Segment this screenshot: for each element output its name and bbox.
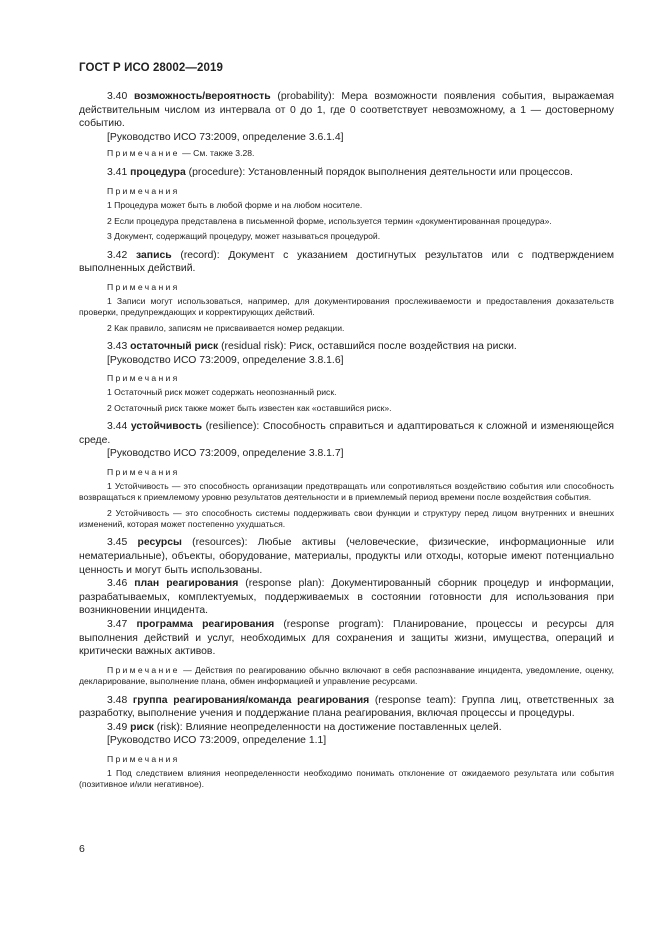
- note: 2 Остаточный риск также может быть известен как «оставшийся риск».: [107, 402, 392, 413]
- note: 1 Под следствием влияния неопределенности необходимо понимать отклонение от ожидаемого результата или события (позитивное и/или негативное).: [79, 767, 614, 790]
- term-3-42: 3.42 запись (record): Документ с указанием достигнутых результатов или с подтверждением выполненных действий.: [79, 249, 614, 275]
- reference: [Руководство ИСО 73:2009, определение 3.8.1.6]: [107, 354, 344, 366]
- note: 1 Остаточный риск может содержать неопознанный риск.: [107, 387, 337, 398]
- term-3-45: 3.45 ресурсы (resources): Любые активы (человеческие, физические, информационные или нематериальные), объекты, оборудование, материалы, продукты или отходы, которые имеют потенциально ценность и могут быть использованы.: [79, 537, 614, 576]
- reference: [Руководство ИСО 73:2009, определение 3.8.1.7]: [107, 448, 344, 460]
- notes-heading: Примечания: [107, 281, 180, 292]
- notes-heading: Примечания: [107, 186, 180, 197]
- note: 2 Как правило, записям не присваивается номер редакции.: [107, 322, 345, 333]
- note: Примечание — См. также 3.28.: [107, 148, 255, 159]
- note: 2 Если процедура представлена в письменной форме, используется термин «документированная процедура».: [107, 215, 552, 226]
- term-3-41: 3.41 процедура (procedure): Установленный порядок выполнения деятельности или процессов.: [107, 166, 573, 178]
- note: 1 Устойчивость — это способность организации предотвращать или сопротивляться воздействию события или способность возвращаться к приемлемому уровню результатов деятельности и в приемлемый период времени после воздействия события.: [79, 480, 614, 503]
- note: 1 Записи могут использоваться, например, для документирования прослеживаемости и предоставления доказательств проверки, предупреждающих и корректирующих действий.: [79, 295, 614, 318]
- term-3-47: 3.47 программа реагирования (response program): Планирование, процессы и ресурсы для выполнения действий и услуг, необходимых для сохранения и защиты жизни, имущества, операций и критически важных активов.: [79, 618, 614, 658]
- note: 1 Процедура может быть в любой форме и на любом носителе.: [107, 200, 363, 211]
- term-3-49: 3.49 риск (risk): Влияние неопределенности на достижение поставленных целей.: [107, 721, 502, 733]
- term-3-48: 3.48 группа реагирования/команда реагирования (response team): Группа лиц, ответственных за разработку, выполнение учения и поддержание плана реагирования, включая процессы и процедуры.: [79, 694, 615, 720]
- note: 3 Документ, содержащий процедуру, может называться процедурой.: [107, 231, 381, 242]
- notes-heading: Примечания: [107, 753, 180, 764]
- term-3-43: 3.43 остаточный риск (residual risk): Риск, оставшийся после воздействия на риски.: [107, 341, 517, 352]
- term-3-40: 3.40 возможность/вероятность (probability): Мера возможности появления события, выражаемая действительным числом из интервала от 0 до 1, где 0 соответствует невозможному, а 1 — достоверному событию.: [79, 91, 614, 130]
- reference: [Руководство ИСО 73:2009, определение 3.6.1.4]: [107, 131, 344, 143]
- page-number: 6: [79, 843, 85, 855]
- note: Примечание — Действия по реагированию обычно включают в себя распознавание инцидента, уведомление, оценку, декларирование, выполнение плана, обмен информацией и управление ресурсами.: [79, 664, 614, 687]
- term-3-44: 3.44 устойчивость (resilience): Способность справиться и адаптироваться к сложной и изменяющейся среде.: [79, 421, 615, 446]
- term-3-46: 3.46 план реагирования (response plan): Документированный сборник процедур и информации, разрабатываемых, комплектуемых, поддерживаемых в состоянии готовности для использования при возникновении инцидента.: [79, 578, 614, 617]
- document-body: [79, 90, 614, 791]
- reference: [Руководство ИСО 73:2009, определение 1.1]: [107, 735, 327, 747]
- document-header: ГОСТ Р ИСО 28002—2019: [79, 62, 224, 74]
- notes-heading: Примечания: [107, 373, 180, 384]
- note: 2 Устойчивость — это способность системы поддерживать свои функции и структуру перед лицом внутренних и внешних изменений, которая может постепенно ухудшаться.: [79, 507, 614, 529]
- notes-heading: Примечания: [107, 466, 180, 477]
